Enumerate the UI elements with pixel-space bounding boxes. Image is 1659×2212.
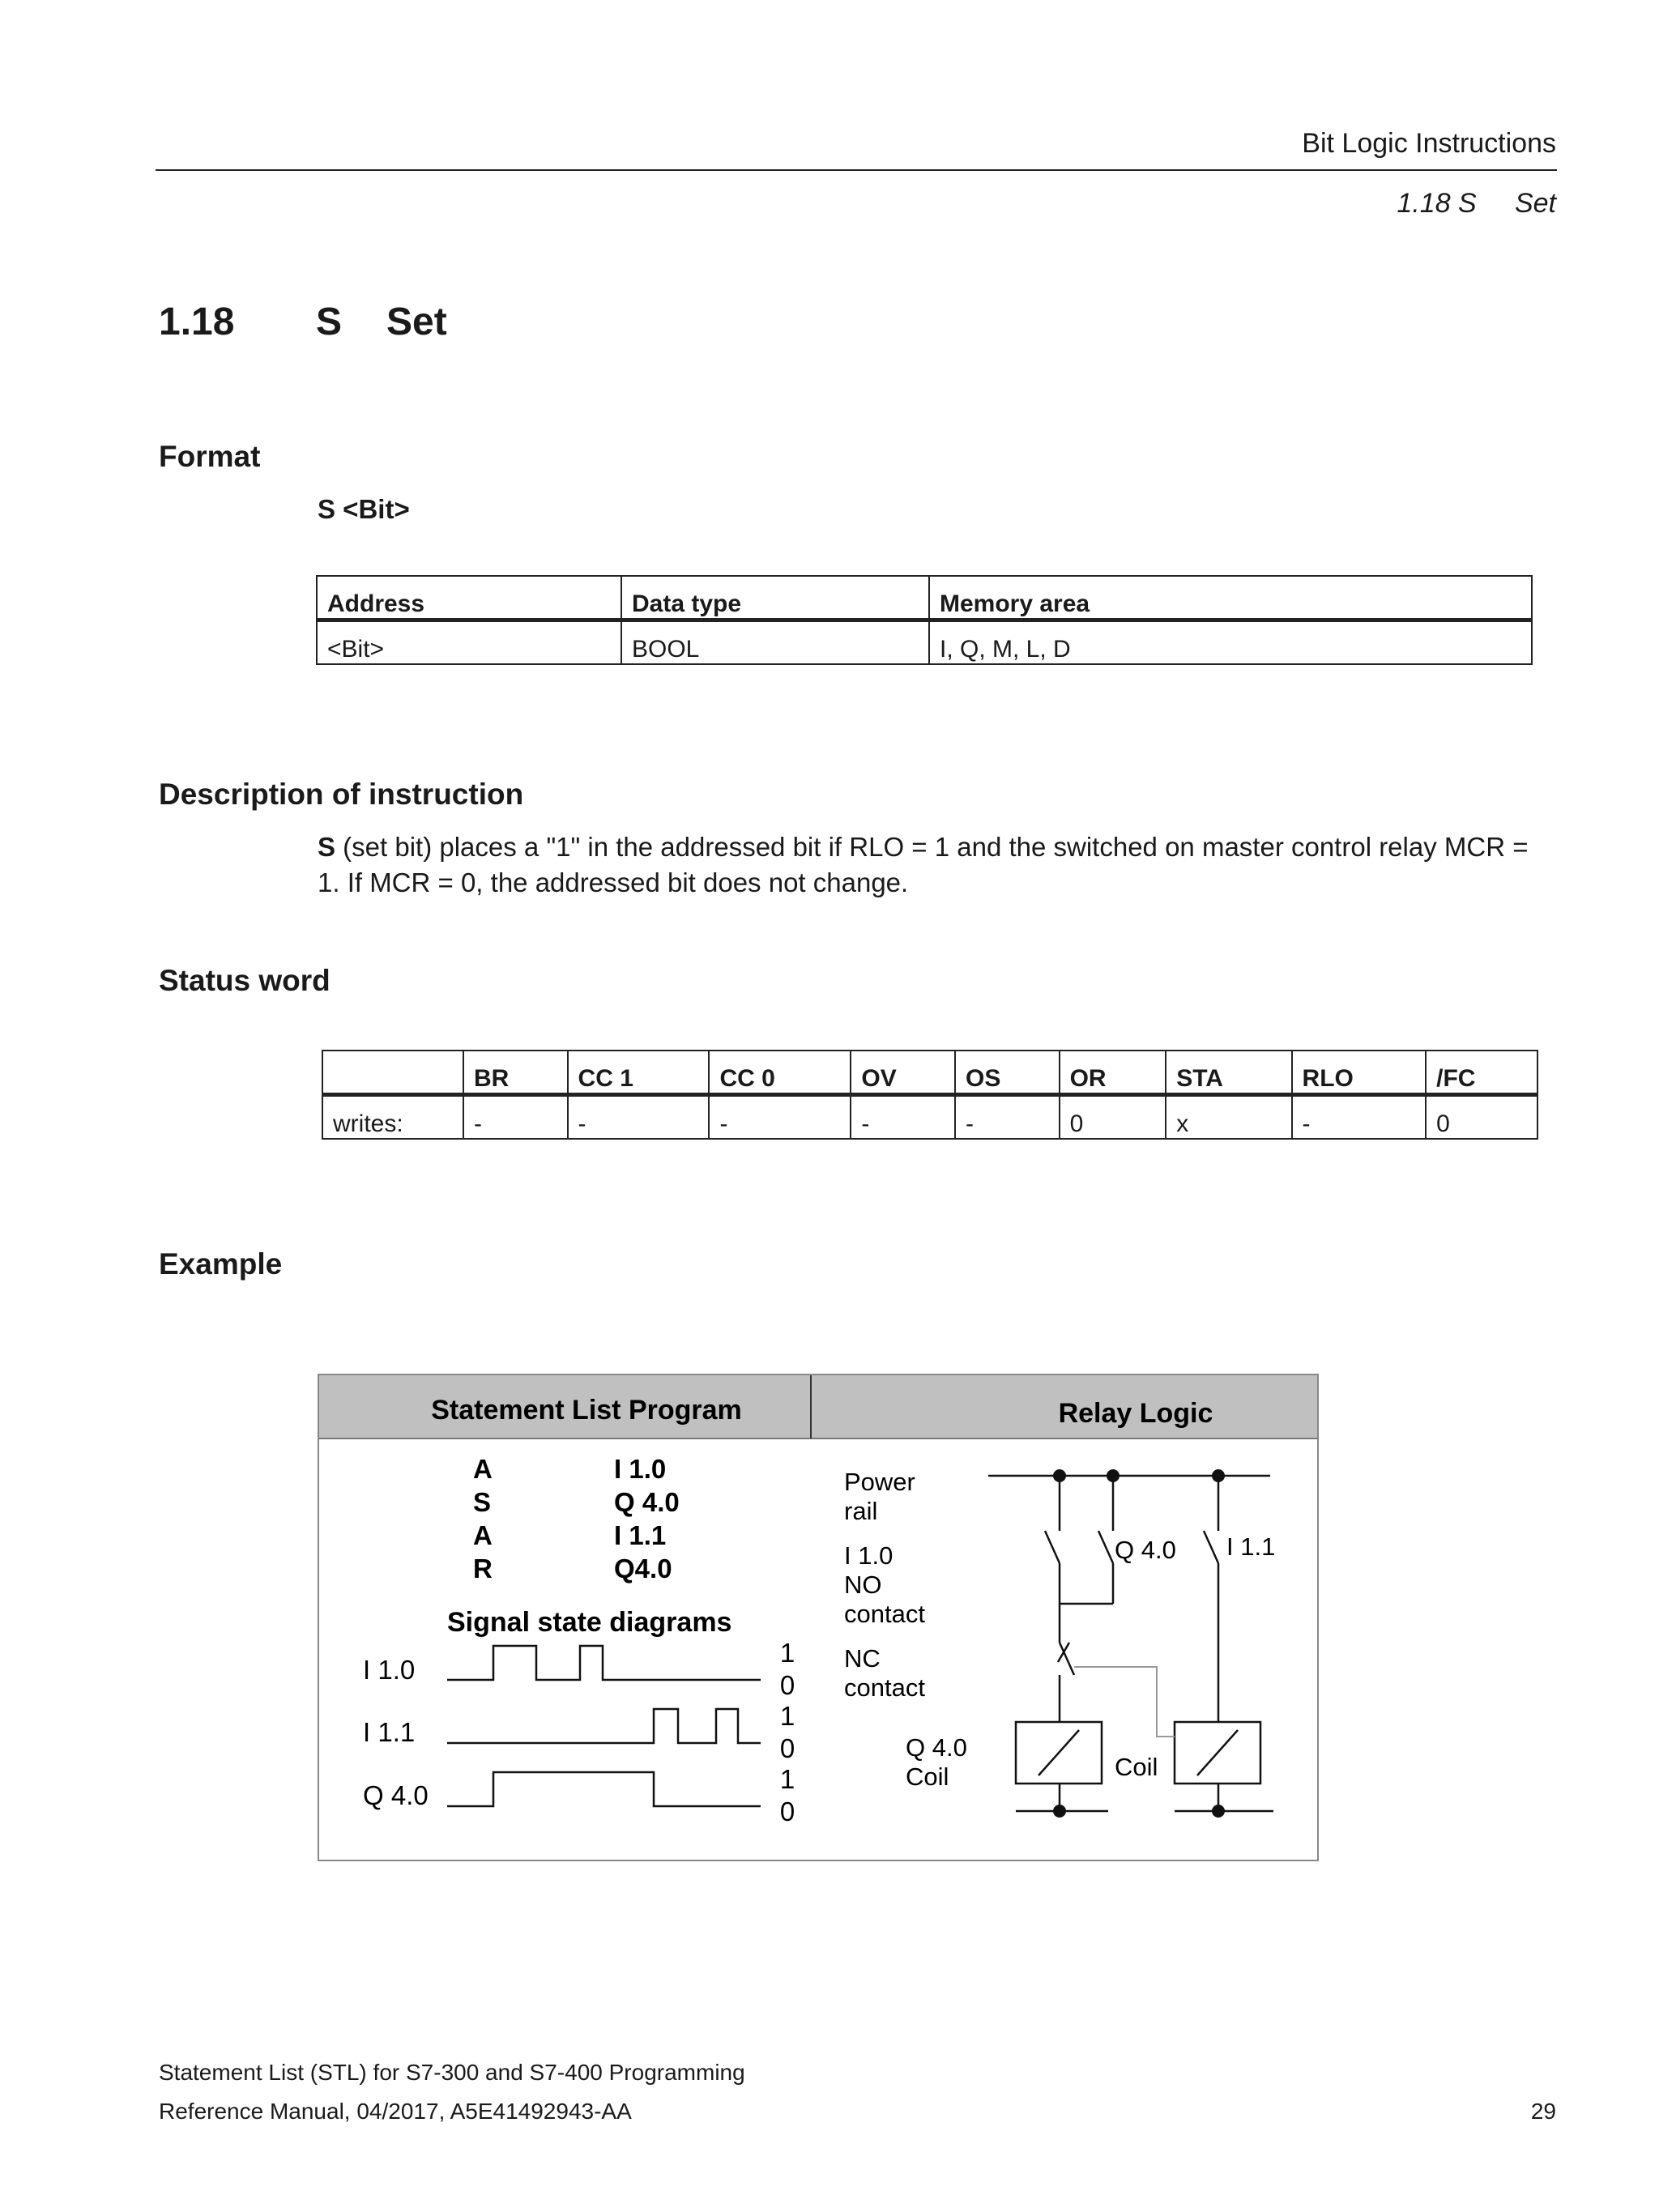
description-body: (set bit) places a "1" in the addressed bit if RLO = 1 and the switched on master control relay MCR = 1. If MCR = 0, the addressed bit does not change. [318, 832, 1529, 897]
table-cell: <Bit> [317, 620, 621, 665]
table-cell: writes: [322, 1095, 463, 1140]
signal-name-q40: Q 4.0 [363, 1780, 429, 1810]
waveform-q40 [447, 1772, 761, 1806]
power-rail-label: Power [844, 1468, 915, 1496]
table-cell: BOOL [621, 620, 929, 665]
table-cell: x [1166, 1095, 1291, 1140]
status-word-heading: Status word [159, 964, 331, 997]
signal-name-i11: I 1.1 [363, 1717, 416, 1747]
stl-address: I 1.0 [614, 1454, 667, 1484]
junction-dot [1053, 1805, 1066, 1818]
table-cell: - [709, 1095, 851, 1140]
power-rail-label: rail [844, 1497, 878, 1525]
table-cell: - [1292, 1095, 1427, 1140]
table-header-cell: Memory area [929, 576, 1532, 620]
stl-op: S [473, 1487, 492, 1517]
page-number: 29 [1530, 2099, 1556, 2124]
footer-title: Statement List (STL) for S7-300 and S7-400 Programming [159, 2060, 745, 2085]
relay-logic-title: Relay Logic [1058, 1398, 1213, 1429]
no-contact-label: I 1.0 [844, 1541, 893, 1570]
waveform-i11 [447, 1709, 761, 1743]
stl-op: R [473, 1554, 493, 1583]
waveform-i10 [447, 1646, 761, 1680]
signal-level-high: 1 [779, 1701, 795, 1731]
header-rule [156, 169, 1557, 171]
signal-labels [363, 1638, 795, 1826]
set-coil-slash [1038, 1730, 1079, 1775]
description-heading: Description of instruction [159, 778, 524, 811]
table-header-cell: OR [1060, 1051, 1166, 1095]
mechanical-link [1074, 1667, 1175, 1737]
no-contact-label: NO [844, 1571, 882, 1599]
table-header-cell: OS [955, 1051, 1060, 1095]
no-contact-i10 [1045, 1531, 1060, 1563]
table-header-row [317, 576, 1532, 620]
footer-reference: Reference Manual, 04/2017, A5E41492943-AA [159, 2099, 632, 2124]
table-cell: - [955, 1095, 1060, 1140]
table-header-cell: RLO [1292, 1051, 1427, 1095]
signal-level-low: 0 [779, 1733, 795, 1763]
running-header-section: 1.18 S Set [1397, 188, 1556, 219]
section-mnemonic: S [316, 300, 343, 343]
table-cell: 0 [1426, 1095, 1537, 1140]
format-heading: Format [159, 440, 261, 473]
description-lead: S [318, 832, 336, 862]
table-header-cell: Address [317, 576, 621, 620]
description-text [318, 829, 1533, 901]
table-cell: - [851, 1095, 955, 1140]
table-header-cell: Data type [621, 576, 929, 620]
table-row [317, 620, 1532, 665]
section-number: 1.18 [159, 300, 235, 343]
table-header-row [322, 1051, 1537, 1095]
format-table [316, 575, 1533, 665]
stl-address: Q4.0 [614, 1554, 672, 1583]
example-diagram [318, 1374, 1319, 1861]
signal-waveforms [447, 1646, 761, 1806]
status-word-table [322, 1050, 1538, 1140]
table-cell: - [463, 1095, 568, 1140]
no-contact-label: contact [844, 1600, 925, 1628]
stl-op: A [473, 1520, 493, 1550]
i11-contact-label: I 1.1 [1226, 1532, 1276, 1561]
stl-program [473, 1454, 680, 1583]
nc-contact-label: NC [844, 1644, 881, 1673]
signal-level-low: 0 [779, 1670, 795, 1700]
coil-label: Q 4.0 [906, 1733, 967, 1762]
signal-level-high: 1 [779, 1638, 795, 1668]
stl-op: A [473, 1454, 493, 1484]
table-header-cell: STA [1166, 1051, 1291, 1095]
table-header-cell: BR [463, 1051, 568, 1095]
coil-label: Coil [906, 1762, 949, 1791]
example-diagram-svg [319, 1375, 1317, 1860]
table-cell: I, Q, M, L, D [929, 620, 1532, 665]
running-header-chapter: Bit Logic Instructions [1302, 128, 1556, 159]
stl-address: I 1.1 [614, 1520, 667, 1550]
reset-coil-slash [1197, 1730, 1238, 1775]
table-row [322, 1095, 1537, 1140]
junction-dot [1107, 1469, 1120, 1482]
junction-dot [1053, 1469, 1066, 1482]
statement-list-title: Statement List Program [431, 1395, 742, 1426]
nc-contact-label: contact [844, 1673, 925, 1702]
junction-dot [1212, 1469, 1225, 1482]
table-cell: - [568, 1095, 710, 1140]
junction-dot [1212, 1805, 1225, 1818]
signal-diagrams-title: Signal state diagrams [447, 1607, 732, 1638]
section-title: Set [386, 300, 447, 343]
reset-coil-label: Coil [1115, 1753, 1158, 1781]
no-contact-i11 [1204, 1531, 1218, 1563]
no-contact-q40 [1098, 1531, 1113, 1563]
signal-name-i10: I 1.0 [363, 1655, 416, 1685]
stl-address: Q 4.0 [614, 1487, 680, 1517]
signal-level-low: 0 [779, 1796, 795, 1826]
table-cell: 0 [1060, 1095, 1166, 1140]
table-header-cell: /FC [1426, 1051, 1537, 1095]
format-syntax: S <Bit> [318, 494, 410, 524]
table-header-cell: OV [851, 1051, 955, 1095]
q40-contact-label: Q 4.0 [1115, 1536, 1176, 1564]
table-header-cell: CC 1 [568, 1051, 710, 1095]
table-header-cell [322, 1051, 463, 1095]
example-heading: Example [159, 1247, 283, 1281]
signal-level-high: 1 [779, 1764, 795, 1794]
table-header-cell: CC 0 [709, 1051, 851, 1095]
